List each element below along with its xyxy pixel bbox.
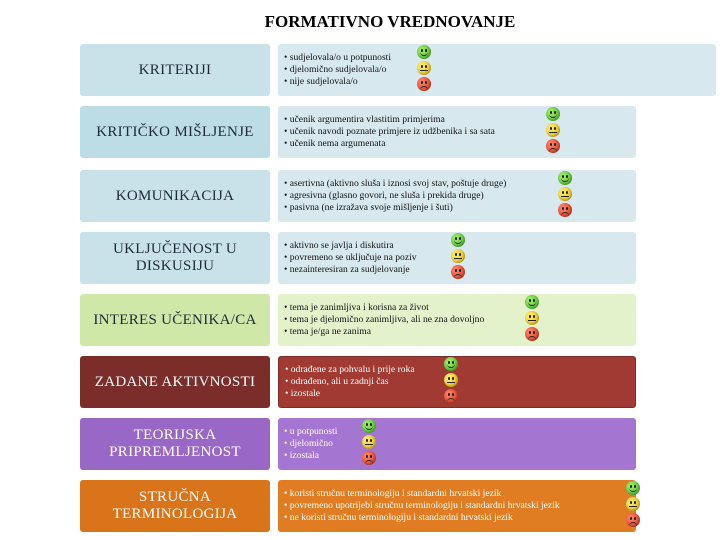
descriptor-box — [278, 294, 636, 346]
criterion-row — [80, 106, 636, 158]
criterion-row — [80, 232, 636, 284]
criterion-label: INTERES UČENIKA/CA — [93, 311, 257, 328]
criterion-box — [80, 418, 270, 470]
sad-face-icon — [451, 265, 465, 279]
happy-face-icon — [558, 171, 572, 185]
criterion-label: ZADANE AKTIVNOSTI — [94, 373, 256, 390]
criterion-label: STRUČNA — [138, 489, 212, 505]
descriptor-item: • učenik argumentira vlastitim primjerima — [284, 113, 445, 125]
happy-face-icon — [417, 45, 431, 59]
criterion-row — [80, 170, 636, 222]
criterion-label: TERMINOLOGIJA — [112, 506, 238, 522]
neutral-face-icon — [558, 187, 572, 201]
rating-faces — [558, 171, 572, 217]
rating-faces — [417, 45, 431, 91]
descriptor-item: • nije sudjelovala/o — [284, 76, 358, 88]
descriptor-item: • tema je zanimljiva i korisna za život — [284, 301, 429, 313]
criterion-box — [80, 232, 270, 284]
neutral-face-icon — [546, 123, 560, 137]
descriptor-item: • povremeno se uključuje na poziv — [284, 251, 417, 263]
criterion-label: UKLJUČENOST U — [112, 241, 238, 257]
criterion-row — [80, 480, 636, 532]
descriptor-item: • djelomično — [284, 437, 333, 449]
criterion-label: TEORIJSKA — [133, 427, 217, 443]
descriptor-item: • koristi stručnu terminologiju i standardni hrvatski jezik — [284, 487, 502, 499]
happy-face-icon — [626, 481, 640, 495]
criterion-label: DISKUSIJU — [135, 258, 215, 274]
criterion-box — [80, 294, 270, 346]
descriptor-item: • odrađeno, ali u zadnji čas — [285, 375, 389, 387]
criterion-row — [80, 356, 636, 408]
happy-face-icon — [525, 295, 539, 309]
neutral-face-icon — [362, 435, 376, 449]
rating-faces — [626, 481, 640, 527]
sad-face-icon — [546, 139, 560, 153]
descriptor-item: • tema je/ga ne zanima — [284, 326, 371, 338]
descriptor-box — [278, 170, 636, 222]
neutral-face-icon — [451, 249, 465, 263]
descriptor-item: • izostale — [285, 388, 321, 400]
sad-face-icon — [525, 327, 539, 341]
happy-face-icon — [444, 357, 458, 371]
rating-faces — [525, 295, 539, 341]
criterion-box — [80, 356, 270, 408]
descriptor-box — [278, 106, 636, 158]
neutral-face-icon — [525, 311, 539, 325]
descriptor-item: • agresivna (glasno govori, ne sluša i prekida druge) — [284, 189, 484, 201]
descriptor-box — [278, 418, 636, 470]
descriptor-item: • tema je djelomično zanimljiva, ali ne zna dovoljno — [284, 313, 485, 325]
descriptor-item: • učenik nema argumenata — [284, 138, 386, 150]
criterion-box — [80, 170, 270, 222]
descriptor-box — [278, 44, 716, 96]
criterion-row — [80, 44, 636, 96]
sad-face-icon — [626, 513, 640, 527]
neutral-face-icon — [626, 497, 640, 511]
criterion-box — [80, 480, 270, 532]
descriptor-item: • odrađene za pohvalu i prije roka — [285, 363, 415, 375]
criterion-label: KRITERIJI — [138, 61, 212, 78]
rating-faces — [362, 419, 376, 465]
happy-face-icon — [451, 233, 465, 247]
criterion-label: KRITIČKO MIŠLJENJE — [96, 123, 254, 140]
sad-face-icon — [417, 77, 431, 91]
criterion-row — [80, 418, 636, 470]
sad-face-icon — [444, 389, 458, 403]
criterion-row — [80, 294, 636, 346]
descriptor-item: • izostala — [284, 450, 320, 462]
descriptor-item: • povremeno upotrijebi stručnu terminologiju i standardni hrvatski jezik — [284, 499, 560, 511]
rating-faces — [444, 357, 458, 403]
descriptor-item: • djelomično sudjelovala/o — [284, 63, 387, 75]
criterion-label: KOMUNIKACIJA — [115, 187, 235, 204]
descriptor-item: • nezainteresiran za sudjelovanje — [284, 264, 410, 276]
criterion-box — [80, 106, 270, 158]
happy-face-icon — [546, 107, 560, 121]
descriptor-item: • ne koristi stručnu terminologiju i standardni hrvatski jezik — [284, 512, 513, 524]
descriptor-item: • pasivna (ne izražava svoje mišljenje i šuti) — [284, 202, 453, 214]
sad-face-icon — [362, 451, 376, 465]
descriptor-item: • aktivno se javlja i diskutira — [284, 239, 394, 251]
descriptor-item: • u potpunosti — [284, 425, 338, 437]
criterion-box — [80, 44, 270, 96]
descriptor-item: • učenik navodi poznate primjere iz udžbenika i sa sata — [284, 125, 495, 137]
descriptor-item: • sudjelovala/o u potpunosti — [284, 51, 392, 63]
sad-face-icon — [558, 203, 572, 217]
rating-faces — [546, 107, 560, 153]
page-title: FORMATIVNO VREDNOVANJE — [264, 12, 516, 31]
descriptor-box — [278, 480, 636, 532]
descriptor-item: • asertivna (aktivno sluša i iznosi svoj stav, poštuje druge) — [284, 177, 507, 189]
rating-faces — [451, 233, 465, 279]
neutral-face-icon — [444, 373, 458, 387]
happy-face-icon — [362, 419, 376, 433]
criterion-label: PRIPREMLJENOST — [109, 444, 241, 460]
neutral-face-icon — [417, 61, 431, 75]
